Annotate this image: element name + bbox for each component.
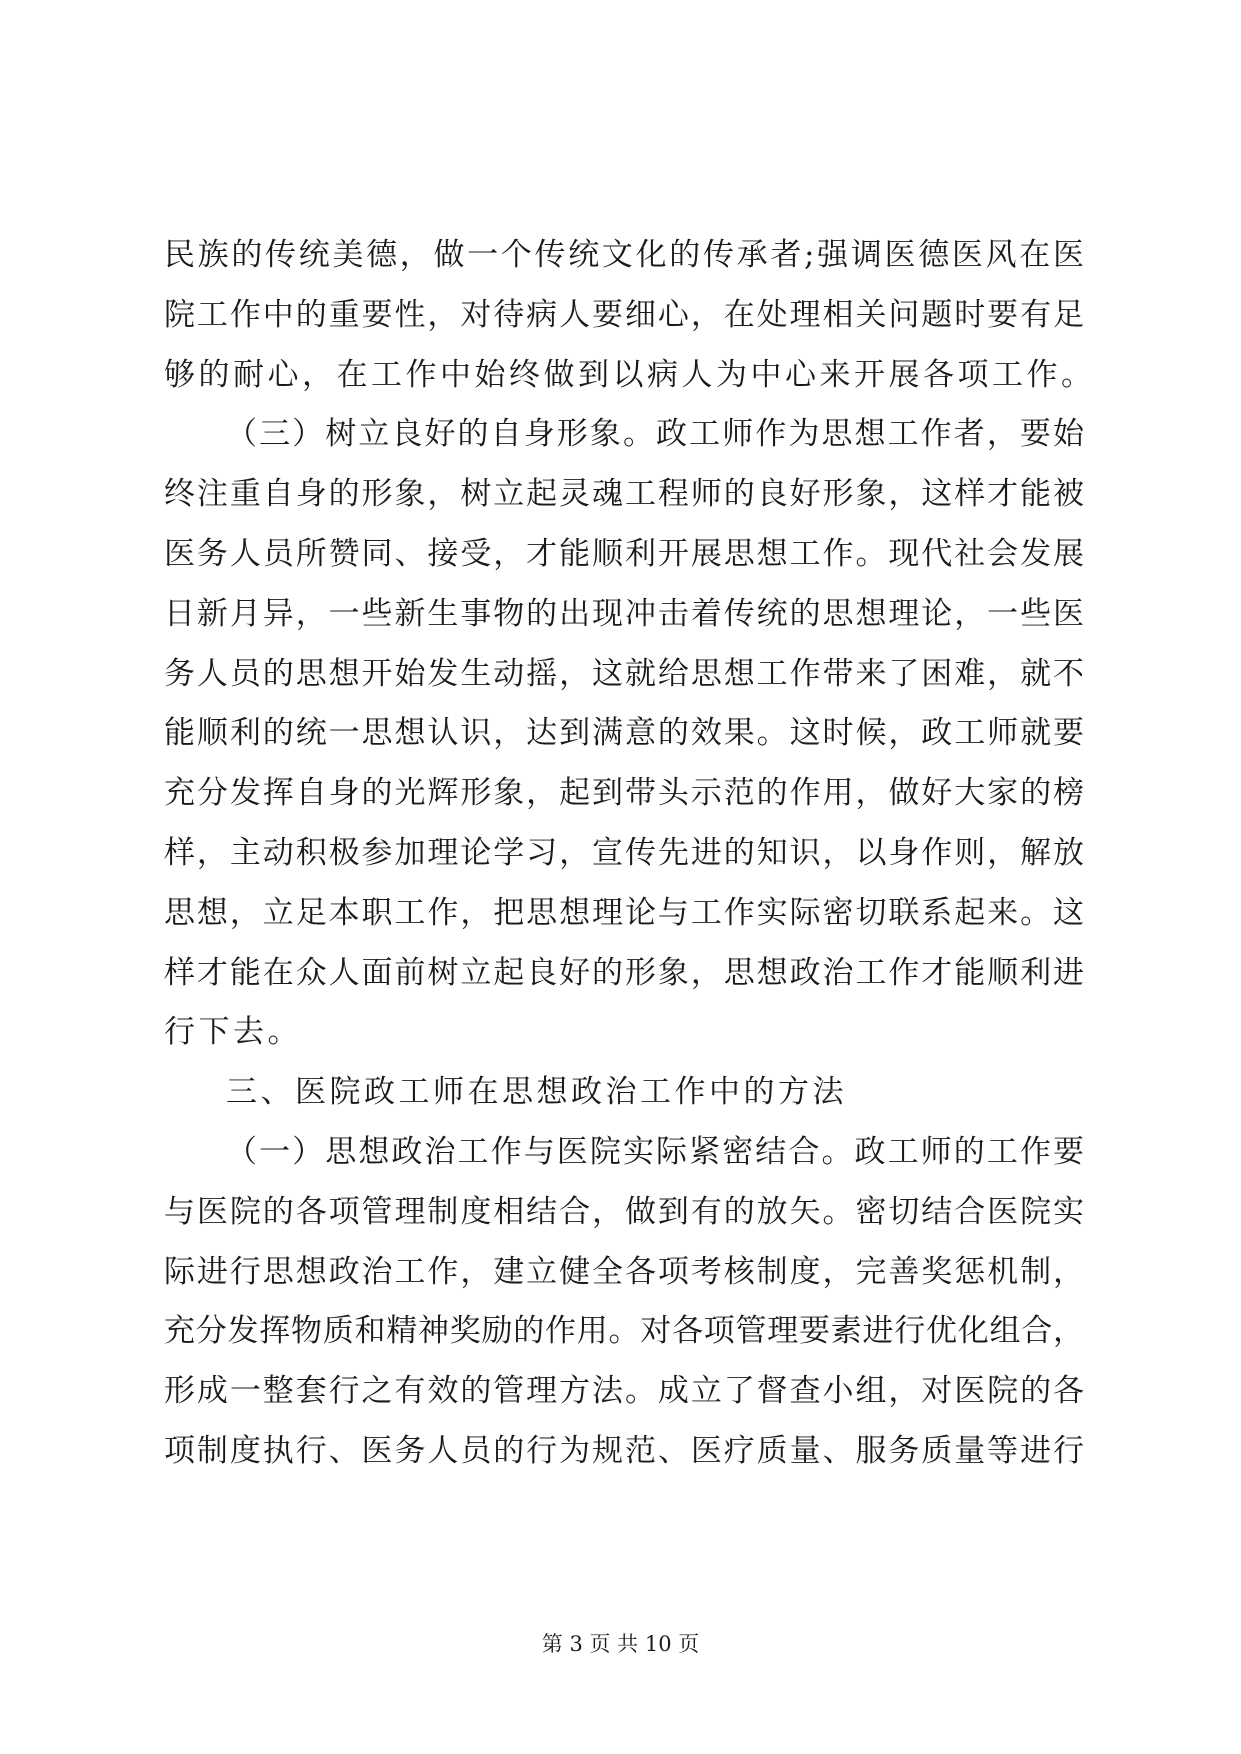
- text-line: 能顺利的统一思想认识，达到满意的效果。这时候，政工师就要: [164, 715, 1084, 752]
- text-line: 行下去。: [164, 1014, 302, 1051]
- text-line: 日新月异，一些新生事物的出现冲击着传统的思想理论，一些医: [164, 595, 1084, 632]
- text-line: 际进行思想政治工作，建立健全各项考核制度，完善奖惩机制，: [164, 1253, 1084, 1290]
- text-line: 与医院的各项管理制度相结合，做到有的放矢。密切结合医院实: [164, 1193, 1084, 1230]
- text-line: 终注重自身的形象，树立起灵魂工程师的良好形象，这样才能被: [164, 476, 1084, 513]
- paragraph-start-line: （一）思想政治工作与医院实际紧密结合。政工师的工作要: [226, 1133, 1084, 1170]
- body-text: [164, 226, 1096, 1482]
- text-line: 样，主动积极参加理论学习，宣传先进的知识，以身作则，解放: [164, 834, 1084, 871]
- text-line: 样才能在众人面前树立起良好的形象，思想政治工作才能顺利进: [164, 954, 1084, 991]
- section-heading: 三、医院政工师在思想政治工作中的方法: [226, 1074, 847, 1111]
- text-line: 充分发挥自身的光辉形象，起到带头示范的作用，做好大家的榜: [164, 775, 1084, 812]
- page-number-footer: 第 3 页 共 10 页: [541, 1632, 700, 1656]
- text-line: 民族的传统美德，做一个传统文化的传承者;强调医德医风在医: [164, 237, 1084, 273]
- text-line: 够的耐心，在工作中始终做到以病人为中心来开展各项工作。: [164, 356, 1096, 393]
- text-line: 思想，立足本职工作，把思想理论与工作实际密切联系起来。这: [164, 894, 1084, 931]
- text-line: 形成一整套行之有效的管理方法。成立了督查小组，对医院的各: [164, 1373, 1084, 1410]
- text-line: 充分发挥物质和精神奖励的作用。对各项管理要素进行优化组合，: [164, 1313, 1084, 1350]
- paragraph-start-line: （三）树立良好的自身形象。政工师作为思想工作者，要始: [226, 416, 1084, 453]
- text-line: 务人员的思想开始发生动摇，这就给思想工作带来了困难，就不: [164, 655, 1084, 692]
- text-line: 院工作中的重要性，对待病人要细心，在处理相关问题时要有足: [164, 296, 1084, 333]
- text-line: 项制度执行、医务人员的行为规范、医疗质量、服务质量等进行: [164, 1432, 1084, 1469]
- text-line: 医务人员所赞同、接受，才能顺利开展思想工作。现代社会发展: [164, 535, 1084, 572]
